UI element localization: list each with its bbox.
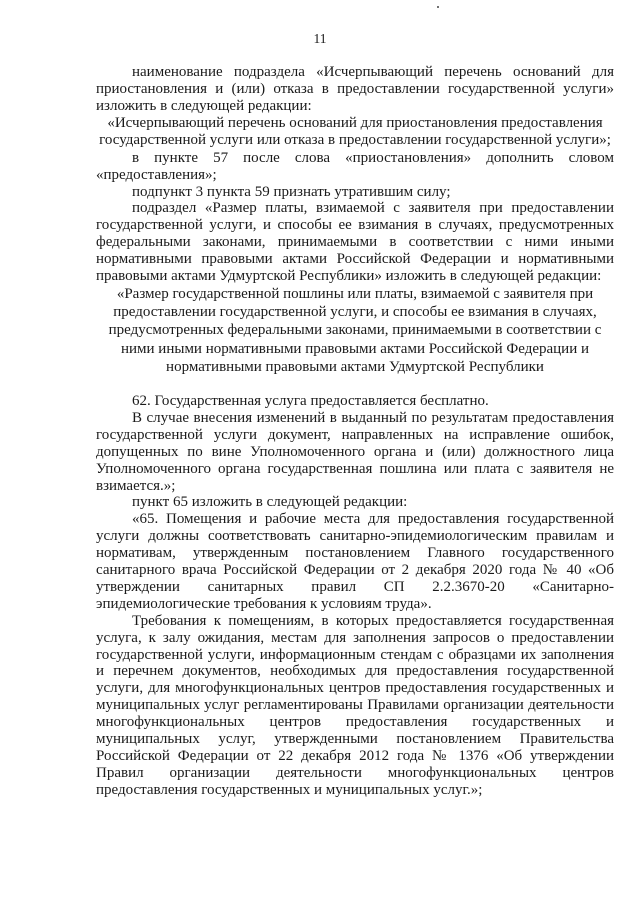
quoted-subsection-title: «Исчерпывающий перечень оснований для приостановления предоставления государственной услуги или отказа в предоставлении государственной услуги»; [99, 114, 611, 149]
document-body [96, 64, 614, 799]
paragraph-point-57: в пункте 57 после слова «приостановления» дополнить словом «предоставления»; [96, 149, 614, 183]
paragraph-point-65-text: «65. Помещения и рабочие места для предоставления государственной услуги должны соответствовать санитарно-эпидемиологическим правилам и нормативам, утвержденным постановлением Главного государственного санитарного врача Российской Федерации от 2 декабря 2020 года № 40 «Об утверждении санитарных правил СП 2.2.3670-20 «Санитарно-эпидемиологические требования к условиям труда». [96, 511, 614, 612]
spacer [96, 376, 614, 393]
quoted-fee-subsection-title: «Размер государственной пошлины или платы, взимаемой с заявителя при предоставлении государственной услуги, и способы ее взимания в случаях, предусмотренных федеральными законами, принимаемыми в соответствии с ними иными нормативными правовыми актами Российской Федерации и нормативными правовыми актами Удмуртской Республики [108, 285, 602, 375]
paragraph-premises-requirements: Требования к помещениям, в которых предоставляется государственная услуга, к залу ожидания, местам для заполнения запросов о предоставлении государственной услуги, информационным стендам с образцами их заполнения и перечнем документов, необходимых для предоставления государственной услуги, для многофункциональных центров предоставления государственных и муниципальных услуг регламентированы Правилами организации деятельности многофункциональных центров предоставления государственных и муниципальных услуг, утвержденными постановлением Правительства Российской Федерации от 22 декабря 2012 года № 1376 «Об утверждении Правил организации деятельности многофункциональных центров предоставления государственных и муниципальных услуг.»; [96, 612, 614, 798]
page-number: 11 [313, 31, 327, 46]
paragraph-subsection-rename: наименование подраздела «Исчерпывающий перечень оснований для приостановления и (или) отказа в предоставлении государственной услуги» изложить в следующей редакции: [96, 64, 614, 114]
paragraph-point-62: 62. Государственная услуга предоставляется бесплатно. [132, 392, 489, 409]
paragraph-point-65-intro: пункт 65 изложить в следующей редакции: [132, 494, 408, 511]
paragraph-fee-subsection: подраздел «Размер платы, взимаемой с заявителя при предоставлении государственной услуги, и способы ее взимания в случаях, предусмотренных федеральными законами, принимаемыми в соответствии с ними иными нормативными правовыми актами Российской Федерации и нормативными правовыми актами Удмуртской Республики» изложить в следующей редакции: [96, 200, 614, 285]
paragraph-point-59: подпункт 3 пункта 59 признать утратившим силу; [132, 183, 451, 200]
scan-speck [437, 6, 439, 8]
paragraph-fee-exemption: В случае внесения изменений в выданный по результатам предоставления государственной услуги документ, направленных на исправление ошибок, допущенных по вине Уполномоченного органа и (или) должностного лица Уполномоченного органа государственная пошлина или плата с заявителя не взимается.»; [96, 409, 614, 494]
